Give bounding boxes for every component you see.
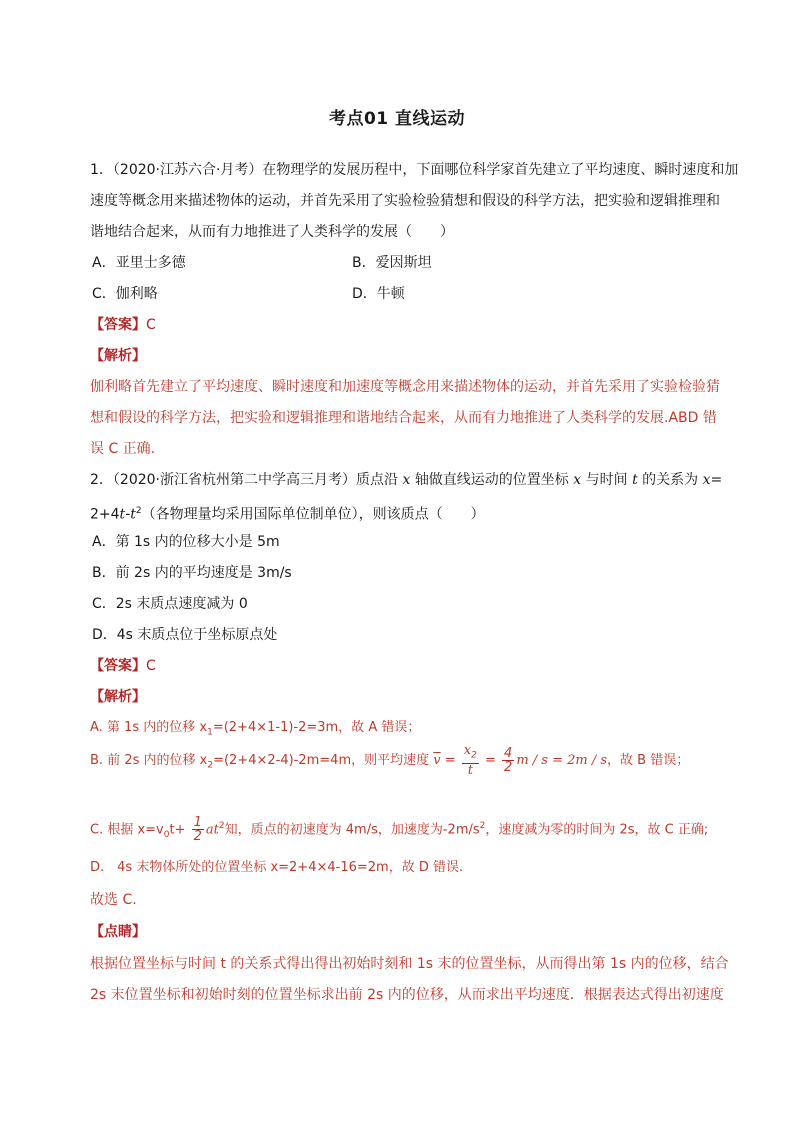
analysis-text: =(2+4×1-1)-2=3m，故 A 错误； — [212, 720, 421, 735]
var-x: x — [402, 472, 411, 488]
formula-part: - — [125, 506, 131, 523]
analysis-text: C. 根据 x=v — [90, 822, 164, 838]
analysis-text: ，故 B 错误； — [607, 753, 690, 768]
q2-analysis-d: D. 4s 末物体所处的位置坐标 x=2+4×4-16=2m，故 D 错误. — [90, 860, 464, 875]
answer-label: 【答案】 — [90, 658, 146, 674]
comment-label: 【点睛】 — [90, 924, 146, 940]
q2-stem-text: （各物理量均采用国际单位制单位），则该质点（ ） — [141, 506, 485, 523]
var-x: x — [702, 472, 711, 488]
analysis-text: 知，质点的初速度为 4m/s，加速度为-2m/s — [224, 822, 480, 838]
q2-stem-text: 与时间 — [585, 472, 628, 488]
subscript: 2 — [471, 750, 477, 761]
analysis-text: A. 第 1s 内的位移 x — [90, 720, 208, 735]
q2-analysis-b — [90, 743, 689, 784]
analysis-text: =(2+4×2-4)-2m=4m，则平均速度 — [213, 753, 430, 768]
var-t: t — [119, 506, 126, 523]
numerator: x — [463, 743, 472, 759]
subscript: 1 — [207, 727, 213, 738]
q2-stem-text: = — [710, 472, 723, 488]
q1-option-b: B．爱因斯坦 — [352, 255, 432, 271]
analysis-text: t+ — [169, 822, 186, 838]
q2-comment-label — [90, 922, 146, 942]
q1-option-a: A．亚里士多德 — [92, 255, 186, 271]
denominator: 2 — [193, 829, 202, 845]
analysis-text: ，速度减为零的时间为 2s，故 C 正确; — [485, 822, 709, 838]
q2-stem-text: 的关系为 — [642, 472, 699, 488]
q1-option-d: D．牛顿 — [352, 286, 405, 302]
exponent: 2 — [135, 506, 142, 516]
q2-stem-line-2 — [90, 501, 485, 525]
formula-at: at — [205, 822, 219, 838]
q2-comment-line-1: 根据位置坐标与时间 t 的关系式得出得出初始时刻和 1s 末的位置坐标，从而得出第 1s 内的位移，结合 — [90, 956, 729, 972]
avg-velocity-symbol: $\overline{v}$ — [433, 753, 441, 768]
q2-analysis-c — [90, 806, 708, 855]
exponent: 2 — [218, 821, 225, 831]
analysis-text: B. 前 2s 内的位移 x — [90, 753, 208, 768]
exponent: 2 — [479, 821, 486, 831]
q1-analysis-line-3: 误 C 正确. — [90, 441, 156, 457]
q2-stem-text: 2．（2020·浙江省杭州第二中学高三月考）质点沿 — [90, 472, 398, 488]
q2-option-c: C．2s 末质点速度减为 0 — [92, 596, 248, 612]
numerator: 1 — [193, 815, 202, 831]
q1-analysis-label — [90, 346, 146, 366]
formula-part: 2+4 — [90, 506, 120, 523]
q2-option-b: B．前 2s 内的平均速度是 3m/s — [92, 565, 292, 581]
denominator: 2 — [504, 760, 513, 775]
var-t: t — [130, 506, 136, 523]
fraction-one-half — [192, 816, 204, 843]
q2-stem-text: 轴做直线运动的位置坐标 — [414, 472, 569, 488]
var-x: x — [573, 472, 582, 488]
numerator: 4 — [504, 746, 513, 761]
equals: = — [480, 753, 501, 768]
q2-analysis-label — [90, 687, 146, 707]
q1-analysis-line-1: 伽利略首先建立了平均速度、瞬时速度和加速度等概念用来描述物体的运动，并首先采用了实验检验猜 — [90, 379, 720, 395]
q1-stem-line-1: 1．（2020·江苏六合·月考）在物理学的发展历程中，下面哪位科学家首先建立了平均速度、瞬时速度和加 — [90, 162, 739, 178]
q2-analysis-a — [90, 718, 420, 743]
page-title: 考点01 直线运动 — [328, 109, 466, 129]
q1-analysis-line-2: 想和假设的科学方法，把实验和逻辑推理和谐地结合起来，从而有力地推进了人类科学的发展.ABD 错 — [90, 410, 717, 426]
denominator: t — [467, 762, 473, 778]
q1-option-c: C．伽利略 — [92, 286, 158, 302]
subscript: 0 — [163, 829, 170, 840]
q1-stem-line-2: 速度等概念用来描述物体的运动，并首先采用了实验检验猜想和假设的科学方法，把实验和逻辑推理和 — [90, 193, 720, 209]
subscript: 2 — [207, 760, 214, 771]
fraction-4-over-2 — [502, 747, 514, 774]
q2-conclusion: 故选 C. — [90, 892, 137, 908]
answer-value: C — [146, 658, 156, 674]
q2-stem-line-1 — [90, 470, 722, 490]
q1-answer — [90, 315, 156, 335]
answer-label: 【答案】 — [90, 317, 146, 333]
answer-value: C — [146, 317, 156, 333]
q2-answer — [90, 656, 156, 676]
analysis-label: 【解析】 — [90, 689, 146, 705]
var-t: t — [632, 472, 638, 488]
q2-option-d: D．4s 末质点位于坐标原点处 — [92, 627, 278, 643]
fraction-x2-over-t — [462, 744, 479, 777]
formula-result: m / s = 2m / s — [516, 753, 608, 768]
q2-comment-line-2: 2s 末位置坐标和初始时刻的位置坐标求出前 2s 内的位移，从而求出平均速度．根据表达式得出初速度 — [90, 987, 724, 1003]
q1-stem-line-3: 谐地结合起来，从而有力地推进了人类科学的发展（ ） — [90, 224, 454, 240]
equals: = — [440, 753, 460, 768]
q2-option-a: A．第 1s 内的位移大小是 5m — [92, 534, 280, 550]
analysis-label: 【解析】 — [90, 348, 146, 364]
